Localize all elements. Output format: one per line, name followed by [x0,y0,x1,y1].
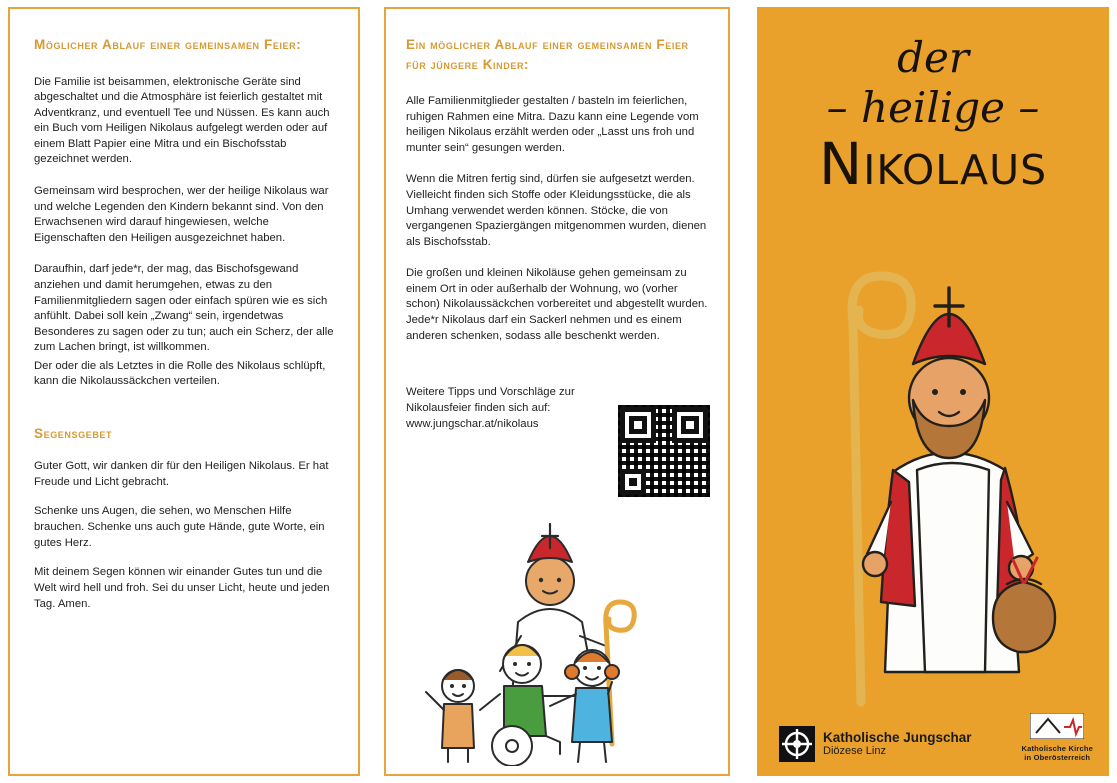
tips-block [406,384,606,432]
prayer-paragraph-3: Mit deinem Segen können wir einander Gutes tun und die Welt wird hell und froh. Sei du unser Licht, heute und jeden Tag. Amen. [34,565,330,610]
panel-left-paragraph-3: Daraufhin, darf jede*r, der mag, das Bischofsgewand anziehen und damit herumgehen, etwas zu den Familienmitgliedern sagen oder einfach spüren wie es sich anfühlt. Dabei soll kein „Zwang“ sein, irgendetwas Besonderes zu sagen oder zu tun; auch ein Scherz, der alle zum Lachen bringt, ist willkommen. [34,263,334,354]
nikolaus-illustration [757,202,1109,722]
panel-middle [384,7,730,776]
panel-middle-paragraph-1: Alle Familienmitglieder gestalten / basteln im feierlichen, ruhigen Rahmen eine Mitra. Dazu kann eine Legende vom heiligen Nikolaus erzählt werden oder „Lasst uns froh und munter sein“ gesungen werden. [406,95,699,154]
panel-left-paragraph-2: Gemeinsam wird besprochen, wer der heilige Nikolaus war und welche Legenden den Kindern bekannt sind. Von den Erwachsenen wird darauf hingewiesen, welche Eigenschaften den Heiligen ausgezeichnet haben. [34,185,329,244]
panel-middle-heading: Ein möglicher Ablauf einer gemeinsamen Feier für jüngere Kinder: [406,37,689,72]
qr-code-icon[interactable] [618,405,710,497]
cover-title-line-2: – heilige – [826,83,1040,132]
panel-left-paragraph-4: Der oder die als Letztes in die Rolle des Nikolaus schlüpft, kann die Nikolaussäckchen verteilen. [34,359,326,388]
tips-url[interactable]: www.jungschar.at/nikolaus [406,418,539,431]
prayer-paragraph-1: Guter Gott, wir danken dir für den Heiligen Nikolaus. Er hat Freude und Licht gebracht. [34,459,329,488]
panel-middle-paragraph-3: Die großen und kleinen Nikoläuse gehen gemeinsam zu einem Ort in oder außerhalb der Wohnung, wo (vorher schon) Nikolaussäckchen vorbereitet und abgestellt wurden. Jede*r Nikolaus darf ein Sackerl nehmen und es einem anderen schenken, sodass alle beschenkt werden. [406,267,708,342]
logo-kirche-line-1: Katholische Kirche [1021,744,1093,753]
logo-jungschar-line-2: Diözese Linz [823,745,886,758]
tips-text: Weitere Tipps und Vorschläge zur Nikolausfeier finden sich auf: [406,386,575,415]
prayer-paragraph-2: Schenke uns Augen, die sehen, wo Menschen Hilfe brauchen. Schenke uns auch gute Hände, gute Worte, ein gutes Herz. [34,504,325,549]
cover-title-line-3: Nikolaus [818,130,1048,198]
cover-title [757,33,1109,198]
logo-row [757,713,1109,762]
logo-kirche-line-2: in Oberösterreich [1024,753,1091,762]
panel-left [8,7,360,776]
panel-middle-paragraph-2: Wenn die Mitren fertig sind, dürfen sie aufgesetzt werden. Vielleicht finden sich Stoffe oder Kleidungsstücke, die als Umhang verwendet werden können. Stöcke, die von vergangenen Spaziergängen mitgenommen wurden, dienen als Bischofsstab. [406,173,707,248]
panel-cover [757,7,1109,776]
logo-kirche [1021,713,1093,762]
prayer-heading: Segensgebet [34,425,113,441]
logo-jungschar [779,726,972,762]
logo-jungschar-line-1: Katholische Jungschar [823,730,972,746]
kids-illustration [400,496,718,766]
panel-left-heading: Möglicher Ablauf einer gemeinsamen Feier: [34,37,302,52]
cover-title-line-1: der [897,33,969,82]
panel-left-paragraph-1: Die Familie ist beisammen, elektronische Geräte sind abgeschaltet und die Atmosphäre ist feierlich gestaltet mit Adventkranz, und eventuell Tee und Nüssen. Es kann auch ein Buch vom Heiligen Nikolaus aufgelegt werden oder auf einem Blatt Papier eine Mitra und ein Bischofsstab gezeichnet werden. [34,75,330,166]
jungschar-cross-icon [779,726,815,762]
kirche-mark-icon [1030,713,1084,739]
